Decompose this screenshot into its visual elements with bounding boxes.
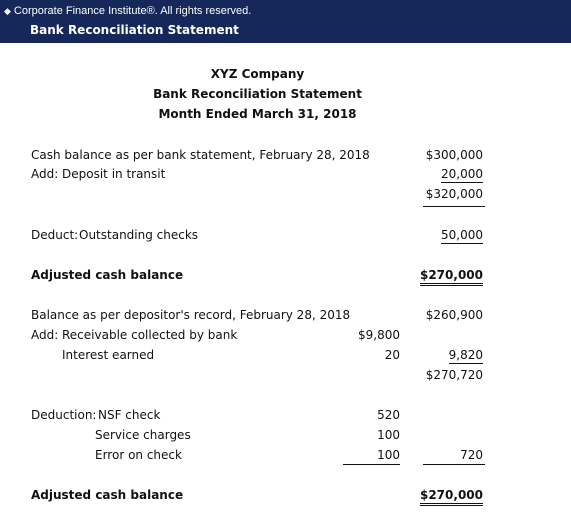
- book-subtotal-value: $270,720: [425, 368, 483, 382]
- service-charges-value: 100: [377, 428, 400, 442]
- bank-balance-value: $300,000: [425, 148, 483, 162]
- bank-subtotal-value: $320,000: [425, 187, 483, 201]
- service-charges-label: Service charges: [95, 428, 191, 442]
- interest-label: Interest earned: [62, 348, 155, 362]
- add-total-value: 9,820: [448, 348, 483, 362]
- header-bar: [0, 0, 571, 43]
- header-title: Bank Reconciliation Statement: [30, 23, 239, 37]
- bank-deduct-prefix: Deduct:: [31, 228, 79, 242]
- deposit-in-transit-value: 20,000: [441, 167, 483, 181]
- error-on-check-label: Error on check: [95, 448, 182, 462]
- nsf-label: NSF check: [98, 408, 161, 422]
- bank-subtotal-rule: [423, 206, 485, 207]
- receivable-value: $9,800: [358, 328, 400, 342]
- book-add-prefix: Add:: [31, 328, 59, 342]
- outstanding-checks-value: 50,000: [441, 228, 483, 242]
- company-name: XYZ Company: [210, 67, 305, 81]
- bank-adjusted-value: $270,000: [400, 268, 483, 282]
- book-adjusted-label: Adjusted cash balance: [31, 488, 184, 502]
- outstanding-checks-label: Outstanding checks: [79, 228, 199, 242]
- deposit-in-transit-label: Deposit in transit: [62, 167, 166, 181]
- book-balance-label: Balance as per depositor's record, February 28, 2018: [31, 308, 351, 322]
- statement-title: Bank Reconciliation Statement: [153, 87, 362, 101]
- statement-period: Month Ended March 31, 2018: [158, 107, 357, 121]
- bank-add-prefix: Add:: [31, 167, 59, 181]
- bank-adjusted-label: Adjusted cash balance: [31, 268, 184, 282]
- book-adjusted-value: $270,000: [400, 488, 483, 502]
- deduction-column-rule: [343, 464, 400, 465]
- deduction-prefix: Deduction:: [31, 408, 97, 422]
- copyright-text: Corporate Finance Institute®. All rights reserved.: [13, 5, 252, 17]
- error-on-check-value: 100: [377, 448, 400, 462]
- receivable-label: Receivable collected by bank: [62, 328, 238, 342]
- copyright-notice: [4, 5, 251, 17]
- book-balance-value: $260,900: [425, 308, 483, 322]
- deduction-total-rule: [423, 464, 485, 465]
- interest-value: 20: [384, 348, 400, 362]
- nsf-value: 520: [377, 408, 400, 422]
- diamond-icon: ◆: [4, 6, 11, 16]
- bank-balance-label: Cash balance as per bank statement, February 28, 2018: [31, 148, 370, 162]
- deduction-total-value: 720: [460, 448, 483, 462]
